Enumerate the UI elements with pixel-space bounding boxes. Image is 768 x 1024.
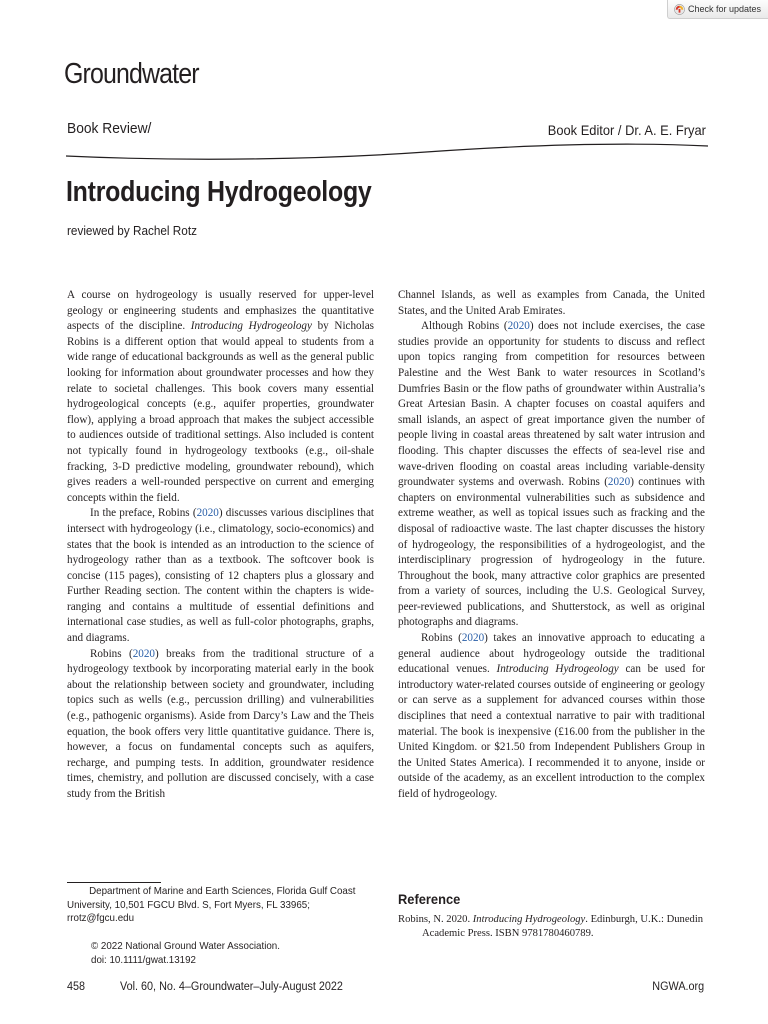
- body-paragraph: A course on hydrogeology is usually reserved for upper-level geology or engineering students and emphasizes the quantitative aspects of the discipline. Introducing Hydrogeology by Nicholas Robins is a different option that would appeal to students from a wide range of educational backgrounds as well as the general public looking for information about groundwater processes and how they relate to societal challenges. This book covers many essential hydrogeological concepts (e.g., aquifer properties, groundwater flow), applying a broad approach that makes the subject accessible to audiences outside of traditional settings. Also included is content not typically found in hydrogeology textbooks (e.g., oil-shale fracking, 3-D predictive modeling, groundwater rebound), which gives readers a well-rounded perspective on current and emerging concepts within the field.: [67, 289, 375, 504]
- byline: reviewed by Rachel Rotz: [67, 224, 197, 238]
- citation-link[interactable]: 2020: [132, 647, 155, 660]
- check-for-updates-label: Check for updates: [688, 4, 762, 14]
- check-for-updates-icon: [674, 4, 685, 15]
- reference-book-title: Introducing Hydrogeology: [472, 914, 586, 925]
- page-number: 458: [67, 981, 86, 993]
- body-paragraph: Robins (2020) takes an innovative approach to educating a general audience about hydrogeology outside the traditional educational venues. Introducing Hydrogeology can be used for introductory water-related courses outside of engineering or geology or can serve as a supplement for advanced courses within those disciplines that need a contextual narrative to pair with traditional material. The book is inexpensive (£16.00 from the publisher in the United Kingdom. or $21.50 from Independent Publishers Group in the United States America). I recommended it to anyone, inside or outside of the academy, as an excellent introduction to the complex field of hydrogeology.: [398, 632, 706, 800]
- book-title-italic: Introducing Hydrogeology: [496, 663, 619, 676]
- doi-link[interactable]: doi: 10.1111/gwat.13192: [91, 954, 196, 966]
- header-swoosh-divider: [66, 142, 708, 164]
- reference-heading: Reference: [398, 891, 461, 907]
- article-title: Introducing Hydrogeology: [66, 176, 372, 208]
- body-paragraph: In the preface, Robins (2020) discusses various disciplines that intersect with hydrogeology (i.e., climatology, socio-economics) and states that the book is intended as an introduction to the science of hydrogeology rather than as a textbook. The softcover book is concise (115 pages), consisting of 12 chapters plus a glossary and Further Reading section. The content within the chapters is wide-ranging and contains a multitude of essential definitions and international case studies, as well as full-color photographs, graphs, and diagrams.: [67, 507, 374, 645]
- body-column-left: [67, 288, 374, 803]
- issue-info: Vol. 60, No. 4–Groundwater–July-August 2022: [120, 981, 343, 993]
- copyright-notice: © 2022 National Ground Water Association.: [91, 941, 280, 952]
- reference-entry: Robins, N. 2020. Introducing Hydrogeology. Edinburgh, U.K.: Dunedin Academic Press. ISBN 9781780460789.: [398, 914, 704, 939]
- check-for-updates-button[interactable]: [667, 0, 768, 19]
- citation-link[interactable]: 2020: [607, 476, 631, 489]
- copyright-block: [91, 940, 280, 967]
- citation-link[interactable]: 2020: [507, 320, 530, 333]
- book-title-italic: Introducing Hydrogeology: [190, 320, 312, 333]
- footnote-rule: [67, 882, 161, 883]
- citation-link[interactable]: 2020: [196, 507, 219, 520]
- body-paragraph: Channel Islands, as well as examples from Canada, the United States, and the United Arab Emirates.: [398, 289, 705, 317]
- body-paragraph: Although Robins (2020) does not include exercises, the case studies provide an opportunity for students to discuss and reflect upon topics ranging from competition for resources between Palestine and the West Bank to water resources in Scotland’s Dumfries Basin or the flow paths of groundwater within Australia’s Great Artesian Basin. A chapter focuses on coastal aquifers and small islands, an aspect of great importance given the number of people living in coastal areas threatened by salt water intrusion and flooding. This chapter discusses the effects of sea-level rise and wave-driven flooding on coastal areas including variable-density groundwater systems and overwash. Robins (2020) continues with chapters on environmental vulnerabilities such as subsidence and extreme weather, as well as topical issues such as fracking and the disposal of radioactive waste. The last chapter discusses the history of hydrogeology, the responsibilities of a hydrogeologist, and the interdisciplinary progression of hydrogeology in the future. Throughout the book, many attractive color graphics are presented from a variety of sources, including the U.S. Geological Survey, peer-reviewed publications, and Shutterstock, as well as original photographs and diagrams.: [398, 320, 705, 629]
- journal-title: Groundwater: [64, 58, 199, 90]
- body-column-right: [398, 288, 705, 803]
- section-label: Book Review/: [67, 120, 152, 137]
- body-paragraph: Robins (2020) breaks from the traditional structure of a hydrogeology textbook by incorporating material early in the book about the relationship between society and groundwater, including topics such as wells (e.g., percussion drilling) and vulnerabilities (e.g., pathogenic organisms). Aside from Darcy’s Law and the Theis equation, the book offers very little quantitative guidance. There is, however, a focus on fundamental concepts such as aquifers, recharge, and pumping tests. In addition, groundwater residence times, chemistry, and pollution are discussed concisely, with a case study from the British: [67, 647, 374, 800]
- ngwa-site-link[interactable]: NGWA.org: [652, 981, 704, 993]
- citation-link[interactable]: 2020: [461, 632, 485, 645]
- author-affiliation: Department of Marine and Earth Sciences, Florida Gulf Coast University, 10,501 FGCU Blvd. S, Fort Myers, FL 33965; rrotz@fgcu.edu: [67, 886, 356, 925]
- book-editor-label: Book Editor / Dr. A. E. Fryar: [547, 122, 706, 138]
